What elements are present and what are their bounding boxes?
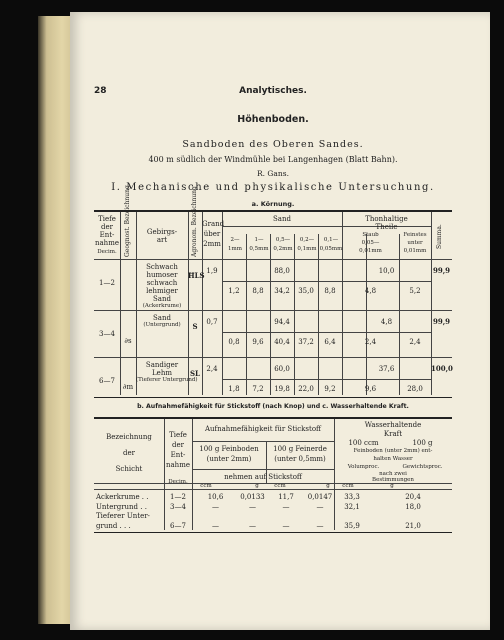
running-head: Analytisches. xyxy=(239,86,307,96)
header-fines: Feinstes xyxy=(403,232,427,238)
header-rule xyxy=(94,489,452,490)
subheading-absorption: b. Aufnahmefähigkeit für Stickstoff (nach Knop) und c. Wasserhaltende Kraft. xyxy=(137,403,409,410)
header-sand-fraction: 0,5— xyxy=(275,237,291,243)
row-sum: 99,9 xyxy=(432,317,451,326)
row-sand-value: 8,8 xyxy=(324,287,336,295)
row-value: — xyxy=(282,502,290,511)
row-value: — xyxy=(212,521,219,530)
row-value: — xyxy=(249,502,256,511)
row-sand-value: 6,4 xyxy=(324,338,336,346)
running-header xyxy=(94,86,452,100)
row-value: — xyxy=(316,521,324,530)
row-value: 21,0 xyxy=(405,521,421,530)
row-sand-total: 88,0 xyxy=(274,267,290,275)
row-sand-value: 19,8 xyxy=(274,385,290,393)
header-water-g: 100 g xyxy=(412,439,433,447)
row-agronomic: S xyxy=(192,322,198,331)
row-value: — xyxy=(316,502,324,511)
location: 400 m südlich der Windmühle bei Langenhagen (Blatt Bahn). xyxy=(148,155,398,164)
header-feinboden: 100 g Feinboden xyxy=(199,445,259,453)
row-fines-value: 2,4 xyxy=(409,338,421,346)
row-rock-type: Lehm xyxy=(152,369,172,377)
row-value: 32,1 xyxy=(344,502,360,511)
header-depth: nahme xyxy=(95,239,119,247)
row-sum: 100,0 xyxy=(431,364,453,373)
row-dust-value: 2,4 xyxy=(364,338,377,346)
row-sand-value: 1,2 xyxy=(228,287,240,295)
row-sand-value: 7,2 xyxy=(252,385,264,393)
row-value: 11,7 xyxy=(278,493,294,501)
header-dust: 0,01mm xyxy=(359,248,382,254)
row-rock-type: Schwach xyxy=(146,263,178,271)
header-agronomic: Agronom. Bezeichnung xyxy=(191,186,198,257)
row-clay-total: 37,6 xyxy=(378,365,395,373)
header-depth-unit: Decim. xyxy=(97,249,117,255)
header-sand-fraction: 0,2mm xyxy=(273,246,293,252)
row-rock-note: (Tieferer Untergrund) xyxy=(136,377,198,383)
row-sand-value: 1,8 xyxy=(228,385,240,393)
heading-mechanical: I. Mechanische und physikalische Untersuchung. xyxy=(111,182,435,193)
header-rule xyxy=(192,469,334,470)
header-unit: ccm xyxy=(274,483,286,489)
row-depth: 3—4 xyxy=(99,330,115,338)
header-geognostic: Geognost. Bezeichnung xyxy=(124,185,131,257)
row-depth: 6—7 xyxy=(99,377,115,385)
header-sand-fraction: 0,2— xyxy=(299,237,315,243)
row-agronomic: SL xyxy=(190,369,200,378)
header-water-weight: Gewichtsproc. xyxy=(402,464,443,470)
header-sand-fraction: 0,1— xyxy=(323,237,339,243)
row-value: 0,0147 xyxy=(307,493,333,501)
header-sum: Summa. xyxy=(436,224,443,250)
subtotal-rule xyxy=(222,379,431,380)
row-dust-value: 4,8 xyxy=(364,287,377,295)
row-value: 10,6 xyxy=(207,493,224,501)
row-sand-value: 0,8 xyxy=(228,338,240,346)
row-clay-total: 4,8 xyxy=(380,318,393,326)
row-rock-type: schwach xyxy=(146,279,178,287)
row-gravel: 1,9 xyxy=(206,267,218,275)
row-layer: Untergrund . . xyxy=(96,502,147,511)
row-sand-value: 37,2 xyxy=(298,338,314,346)
page-number: 28 xyxy=(94,86,107,96)
row-value: 0,0133 xyxy=(240,493,265,501)
header-sand-fraction: 2— xyxy=(230,237,240,243)
row-layer: grund . . . xyxy=(96,521,131,530)
row-depth: 1—2 xyxy=(99,279,115,287)
row-rule xyxy=(94,357,452,358)
header-layer: der xyxy=(123,449,135,457)
author: R. Gans. xyxy=(257,169,289,178)
row-layer: Tieferer Unter- xyxy=(96,512,150,520)
row-sand-value: 22,0 xyxy=(298,385,314,393)
row-sum: 99,9 xyxy=(432,266,451,275)
header-depth: nahme xyxy=(166,461,190,469)
row-sand-value: 40,4 xyxy=(274,338,290,346)
header-depth: Tiefe xyxy=(98,215,116,223)
row-fines-value: 28,0 xyxy=(407,385,423,393)
header-gravel: Grand xyxy=(202,220,225,228)
header-absorption: Aufnahmefähigkeit für Stickstoff xyxy=(204,425,322,433)
row-sand-value: 9,2 xyxy=(324,385,336,393)
row-rule xyxy=(94,310,452,311)
header-sand-fraction: 1mm xyxy=(228,246,242,252)
header-sand-fraction: 0,1mm xyxy=(297,246,317,252)
column-rule xyxy=(188,212,189,395)
header-gravel: über xyxy=(203,230,221,238)
row-rock-note: (Untergrund) xyxy=(143,322,181,328)
header-depth: Ent- xyxy=(170,451,186,459)
header-unit: g xyxy=(326,483,330,489)
absorption-table xyxy=(94,417,452,533)
header-dust: 0,05— xyxy=(361,240,380,246)
header-rule xyxy=(192,441,334,442)
row-sand-value: 35,0 xyxy=(298,287,314,295)
header-absorption-unit: nehmen auf Stickstoff xyxy=(224,473,302,481)
header-feinerde: 100 g Feinerde xyxy=(273,445,327,453)
row-value: — xyxy=(212,502,219,511)
header-fines: unter xyxy=(407,240,423,246)
header-unit: ccm xyxy=(200,483,212,489)
header-rock-type: Gebirgs- xyxy=(146,228,178,236)
row-agronomic: ĦLS xyxy=(188,271,205,280)
row-sand-value: 9,6 xyxy=(252,338,264,346)
row-layer: Ackerkrume . . xyxy=(96,493,149,501)
row-value: 33,3 xyxy=(344,493,360,501)
row-depth: 1—2 xyxy=(170,493,186,501)
row-depth: 6—7 xyxy=(170,521,186,530)
header-water-ccm: 100 ccm xyxy=(348,439,379,447)
row-value: — xyxy=(249,521,256,530)
header-water-sub: halten Wasser xyxy=(373,456,413,462)
header-sand-fraction: 1— xyxy=(254,237,264,243)
header-clay: Thonhaltige xyxy=(365,215,408,223)
row-sand-value: 34,2 xyxy=(274,287,290,295)
row-rock-type: humoser xyxy=(146,271,178,279)
geognostic-dm: ∂m xyxy=(122,383,134,391)
row-sand-total: 60,0 xyxy=(274,365,290,373)
row-value: 18,0 xyxy=(405,502,421,511)
row-gravel: 0,7 xyxy=(206,318,218,326)
header-fines: 0,01mm xyxy=(403,248,427,254)
header-layer: Bezeichnung xyxy=(106,433,152,441)
header-layer: Schicht xyxy=(115,465,143,473)
header-unit: ccm xyxy=(342,483,354,489)
header-water-sub: Feinboden (unter 2mm) ent- xyxy=(353,448,433,454)
row-sand-total: 94,4 xyxy=(274,318,290,326)
header-feinerde: (unter 0,5mm) xyxy=(274,455,326,463)
header-water-note: nach zwei xyxy=(379,471,407,477)
subtotal-rule xyxy=(222,332,431,333)
header-sand: Sand xyxy=(273,215,291,223)
header-unit: g xyxy=(255,483,259,489)
row-fines-value: 5,2 xyxy=(409,287,421,295)
row-gravel: 2,4 xyxy=(206,365,218,373)
header-clay: Theile xyxy=(375,223,398,231)
subheading-koernung: a. Körnung. xyxy=(251,200,295,208)
row-rock-type: Sand xyxy=(153,314,171,322)
header-water-volume: Volumproc. xyxy=(347,464,380,470)
row-clay-total: 10,0 xyxy=(378,267,395,275)
header-dust: Staub xyxy=(362,232,379,238)
row-rock-type: Sand xyxy=(153,295,171,303)
row-value: — xyxy=(282,521,290,530)
header-depth: der xyxy=(101,223,113,231)
row-rock-type: Sandiger xyxy=(145,361,179,369)
geognostic-ds: ∂s xyxy=(124,337,132,345)
header-depth: Ent- xyxy=(99,231,115,239)
subtotal-rule xyxy=(222,281,431,282)
header-sand-fraction: 0,05mm xyxy=(319,246,343,252)
row-dust-value: 9,6 xyxy=(364,385,377,393)
row-rock-type: lehmiger xyxy=(146,287,178,295)
subtitle: Sandboden des Oberen Sandes. xyxy=(182,139,364,150)
row-value: 20,4 xyxy=(405,493,421,501)
header-water-note: Bestimmungen xyxy=(372,477,414,483)
header-rule xyxy=(94,259,452,260)
header-unit: g xyxy=(390,483,394,489)
header-feinboden: (unter 2mm) xyxy=(206,455,252,463)
header-rock-type: art xyxy=(156,236,168,244)
header-depth-unit: Decim. xyxy=(168,479,188,485)
row-rock-note: (Ackerkrume) xyxy=(142,303,182,309)
header-gravel: 2mm xyxy=(203,240,221,248)
header-water: Wasserhaltende xyxy=(364,421,422,429)
header-depth: der xyxy=(172,441,184,449)
row-depth: 3—4 xyxy=(170,502,186,511)
column-rule xyxy=(120,212,121,395)
row-sand-value: 8,8 xyxy=(252,287,264,295)
row-value: 35,9 xyxy=(344,521,360,530)
section-title: Höhenboden. xyxy=(237,114,309,125)
header-depth: Tiefe xyxy=(169,431,187,439)
header-water: Kraft xyxy=(383,430,403,438)
header-sand-fraction: 0,5mm xyxy=(249,246,269,252)
